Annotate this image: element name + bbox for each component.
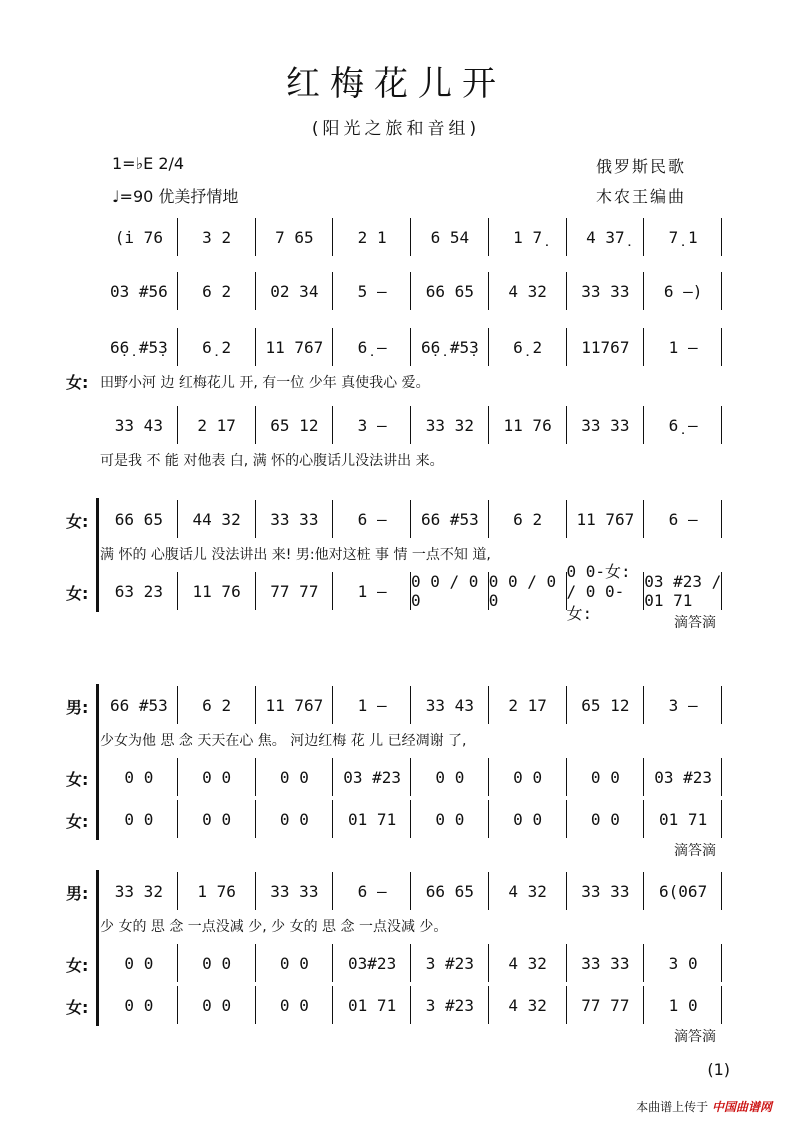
measure: 0 0 — [590, 809, 620, 829]
measure: 66 65 — [425, 281, 474, 301]
measure: 6 – — [357, 881, 387, 901]
measure: 11 76 — [192, 581, 241, 601]
measure: 66 #53 — [109, 695, 168, 715]
footer-logo: 中国曲谱网 — [711, 1100, 772, 1114]
voice-label: 女: — [66, 512, 89, 531]
measure: 0 0 — [202, 809, 232, 829]
measure: 0 0 — [124, 953, 154, 973]
measure: 66 #53 — [420, 509, 479, 529]
measure: 01 71 — [348, 809, 397, 829]
notation-system — [100, 270, 722, 312]
measure: 2 1 — [357, 227, 387, 247]
notation-system — [66, 498, 722, 632]
measure: 1 76 — [197, 881, 236, 901]
lyric-text: 满 怀的 心腹话儿 没法讲出 来! 男:他对这桩 事 情 一点不知 道, — [100, 547, 491, 563]
system-brace — [96, 684, 99, 840]
measure: 6 2 — [513, 509, 543, 529]
notation-system — [100, 404, 722, 476]
staff-row — [100, 326, 722, 368]
voice-label: 女: — [66, 956, 89, 975]
measure: 0 0 / 0 0 — [488, 572, 557, 610]
measure: 0 0 — [513, 767, 543, 787]
rhythm-note: 滴答滴 — [674, 1029, 716, 1045]
measure: 6 54 — [430, 227, 470, 247]
measure: 77 77 — [581, 995, 630, 1015]
measure: 0 0 — [279, 809, 309, 829]
measure: 7̣ 1 — [668, 227, 698, 247]
measure: 63 23 — [114, 581, 163, 601]
measure: 66 65 — [114, 509, 163, 529]
page-number: (1) — [707, 1060, 730, 1079]
voice-label: 女: — [66, 584, 89, 603]
voice-label: 男: — [66, 698, 89, 717]
measure: 0 0 — [124, 809, 154, 829]
footer-credit — [636, 1098, 772, 1115]
measure: 33 33 — [581, 415, 630, 435]
notation-system — [66, 870, 722, 1046]
measure: 11 767 — [265, 337, 324, 357]
lyric-text: 田野小河 边 红梅花儿 开, 有一位 少年 真使我心 爱。 — [100, 375, 430, 391]
measure: 11 767 — [265, 695, 324, 715]
measure: 1 – — [357, 581, 387, 601]
key-signature: 1=♭E 2/4 — [112, 154, 185, 173]
measure: 0 0 — [513, 809, 543, 829]
measure: 6(067 — [659, 881, 708, 901]
barline — [721, 572, 722, 610]
measure: 2 17 — [197, 415, 236, 435]
measure: 6 2 — [202, 281, 232, 301]
measure: 4 32 — [508, 953, 547, 973]
voice-label: 女: — [66, 812, 89, 831]
barline — [721, 328, 722, 366]
rhythm-note: 滴答滴 — [674, 615, 716, 631]
measure: 3 #23 — [425, 995, 474, 1015]
rhythm-note: 滴答滴 — [674, 843, 716, 859]
measure: 66 65 — [425, 881, 474, 901]
measure: 6̣ – — [668, 415, 698, 435]
measure: 1 7̣ — [513, 227, 543, 247]
barline — [721, 944, 722, 982]
measure: 0 0 — [124, 767, 154, 787]
measure: 01 71 — [348, 995, 397, 1015]
measure: 3 – — [357, 415, 387, 435]
staff-row — [100, 404, 722, 446]
measure: 0 0 — [279, 953, 309, 973]
measure: 4 32 — [508, 281, 547, 301]
measure: 03#23 — [348, 953, 397, 973]
measure: 3 – — [668, 695, 698, 715]
voice-label: 女: — [66, 770, 89, 789]
staff-row — [66, 942, 722, 984]
staff-row — [66, 798, 722, 840]
measure: 33 33 — [581, 953, 630, 973]
measure: 3 0 — [668, 953, 698, 973]
measure: 33 32 — [425, 415, 474, 435]
measure: 4 32 — [508, 881, 547, 901]
song-title: 红梅花儿开 — [286, 64, 506, 104]
measure: 11 767 — [576, 509, 635, 529]
measure: 0 0 — [202, 767, 232, 787]
staff-row — [66, 684, 722, 726]
notation-system — [66, 684, 722, 860]
measure: 33 33 — [270, 509, 319, 529]
measure: 3 2 — [202, 227, 232, 247]
measure: 2 17 — [508, 695, 547, 715]
barline — [721, 986, 722, 1024]
voice-label: 男: — [66, 884, 89, 903]
measure: 33 33 — [581, 881, 630, 901]
lyric-line — [100, 446, 722, 476]
system-brace — [96, 498, 99, 612]
barline — [721, 758, 722, 796]
barline — [721, 272, 722, 310]
lyric-text: 少 女的 思 念 一点没减 少, 少 女的 思 念 一点没减 少。 — [100, 919, 448, 935]
barline — [721, 800, 722, 838]
measure: 0 0 — [435, 767, 465, 787]
staff-row — [66, 498, 722, 540]
system-brace — [96, 870, 99, 1026]
barline — [721, 686, 722, 724]
measure: 6̣6̣ #5̣3 — [420, 337, 479, 357]
measure: 11 76 — [503, 415, 552, 435]
measure: 33 43 — [425, 695, 474, 715]
footer-text: 本曲谱上传于 — [636, 1100, 709, 1114]
measure: 0 0 — [590, 767, 620, 787]
staff-row — [66, 984, 722, 1026]
measure: 33 43 — [114, 415, 163, 435]
measure: 4 32 — [508, 995, 547, 1015]
measure: 4 37̣ — [586, 227, 625, 247]
notation-system — [66, 326, 722, 398]
lyric-line — [66, 368, 722, 398]
measure: 6̣6̣ #5̣3 — [109, 337, 168, 357]
lyric-text: 少女为他 思 念 天天在心 焦。 河边红梅 花 儿 已经凋谢 了, — [100, 733, 467, 749]
measure: 65 12 — [581, 695, 630, 715]
notation-system — [100, 216, 722, 258]
measure: 0 0 — [435, 809, 465, 829]
measure: 0 0 — [279, 767, 309, 787]
measure: 0 0 — [124, 995, 154, 1015]
lyric-line — [100, 912, 722, 942]
measure: 6 – — [357, 509, 387, 529]
staff-row — [66, 756, 722, 798]
measure: 6̣ 2 — [513, 337, 543, 357]
measure: 5 – — [357, 281, 387, 301]
measure: 6 – — [668, 509, 698, 529]
measure: 1 – — [668, 337, 698, 357]
measure: (i̇ 76 — [114, 227, 163, 247]
measure: 0 0-女: / 0 0-女: — [566, 561, 631, 623]
measure: 3 #23 — [425, 953, 474, 973]
measure: 33 33 — [581, 281, 630, 301]
tempo-marking: ♩=90 优美抒情地 — [112, 187, 239, 206]
measure: 0 0 — [202, 953, 232, 973]
lyric-line — [100, 726, 722, 756]
measure: 6 2 — [202, 695, 232, 715]
measure: 03 #23 — [343, 767, 402, 787]
measure: 0 0 — [202, 995, 232, 1015]
measure: 11767 — [581, 337, 630, 357]
barline — [721, 218, 722, 256]
measure: 1 0 — [668, 995, 698, 1015]
staff-row — [100, 216, 722, 258]
measure: 03 #23 / 01 71 — [644, 572, 722, 610]
measure: 33 32 — [114, 881, 163, 901]
barline — [721, 872, 722, 910]
measure: 44 32 — [192, 509, 241, 529]
barline — [721, 406, 722, 444]
lyric-text: 可是我 不 能 对他表 白, 满 怀的心腹话儿没法讲出 来。 — [100, 453, 444, 469]
measure: 03 #56 — [109, 281, 168, 301]
measure: 33 33 — [270, 881, 319, 901]
song-subtitle: (阳光之旅和音组) — [311, 119, 481, 139]
measure: 6̣ – — [357, 337, 387, 357]
barline — [721, 500, 722, 538]
measure: 0 0 / 0 0 — [411, 572, 479, 610]
staff-row — [100, 270, 722, 312]
measure: 02 34 — [270, 281, 319, 301]
measure: 65 12 — [270, 415, 319, 435]
measure: 01 71 — [659, 809, 708, 829]
voice-label: 女: — [66, 998, 89, 1017]
origin-credit: 俄罗斯民歌 — [596, 157, 687, 176]
measure: 6 –) — [663, 281, 703, 301]
measure: 77 77 — [270, 581, 319, 601]
voice-label: 女: — [66, 373, 89, 392]
measure: 0 0 — [279, 995, 309, 1015]
staff-row — [66, 870, 722, 912]
measure: 6̣ 2 — [202, 337, 232, 357]
arranger-credit: 木农王编曲 — [596, 187, 687, 206]
measure: 1 – — [357, 695, 387, 715]
measure: 7 65 — [275, 227, 314, 247]
measure: 03 #23 — [654, 767, 713, 787]
